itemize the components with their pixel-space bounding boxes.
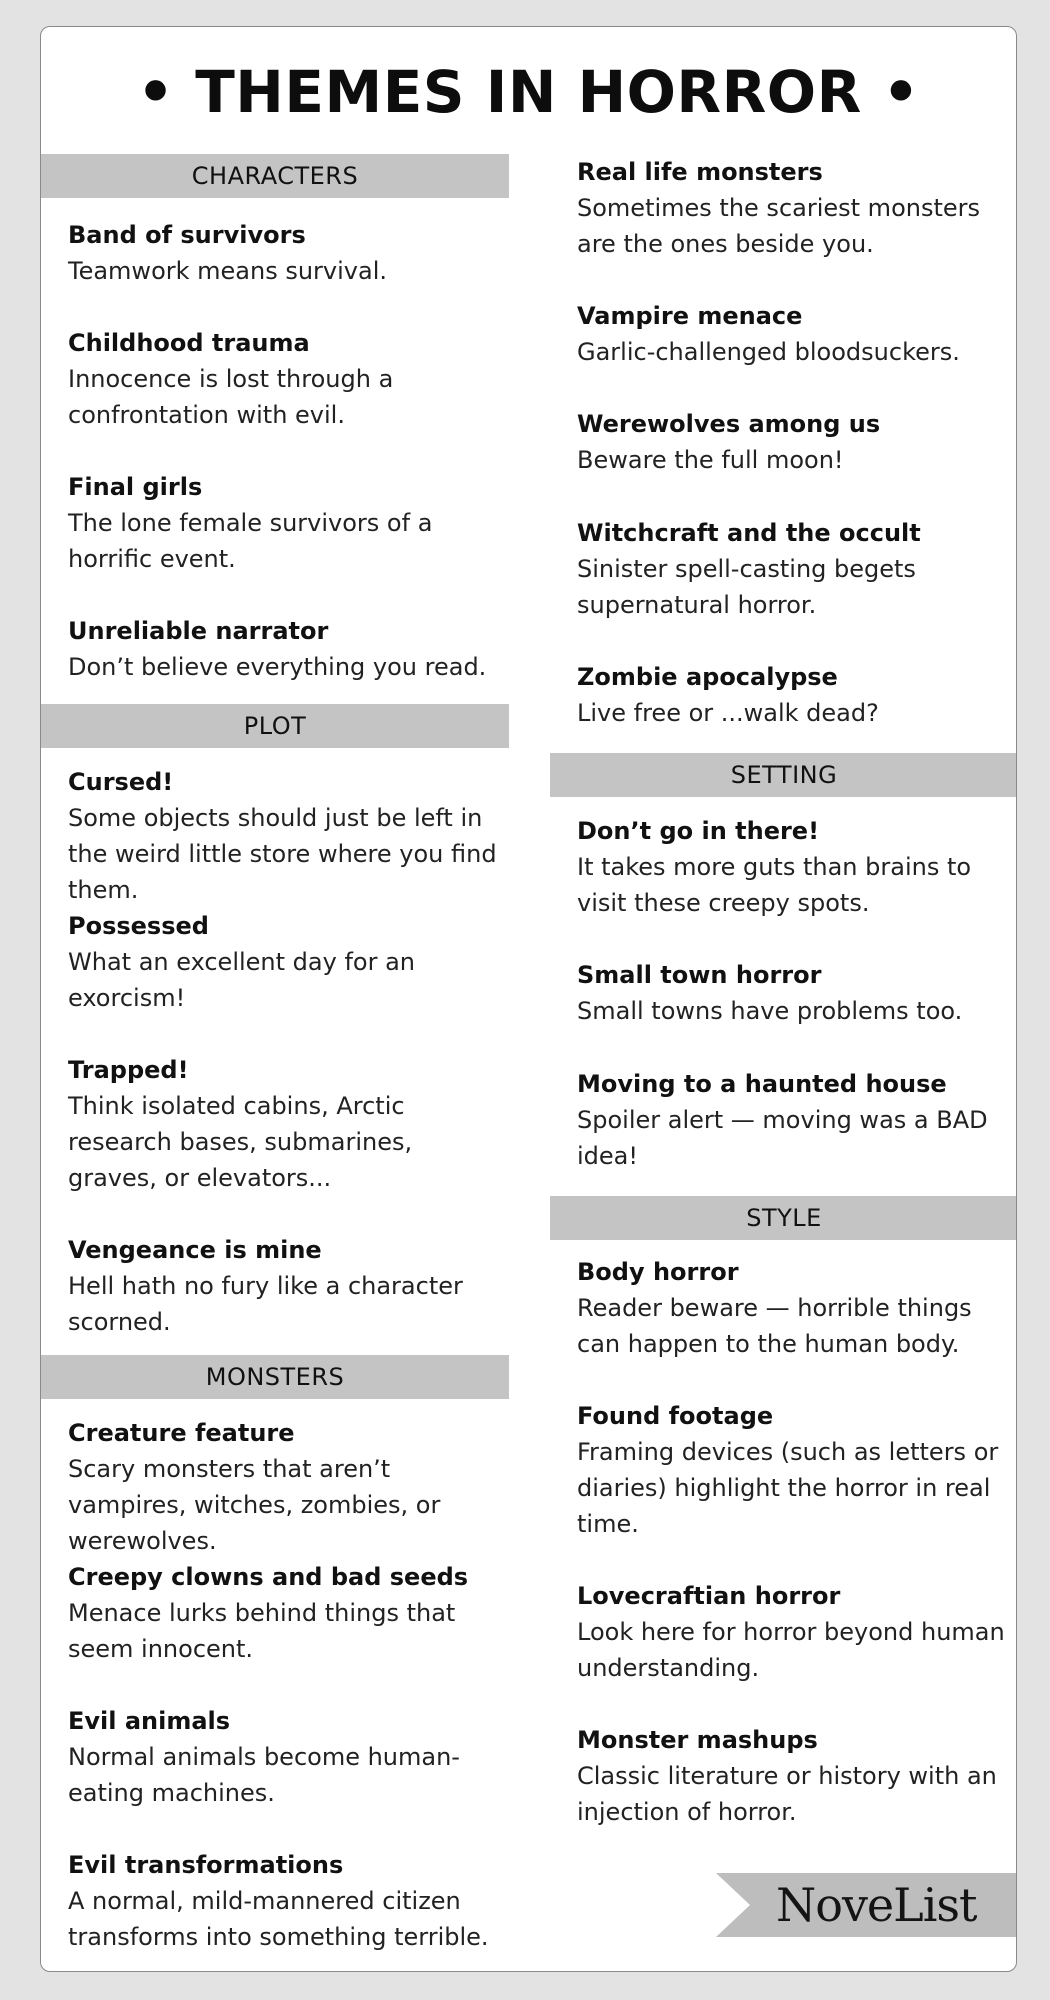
theme-item (68, 1559, 503, 1667)
theme-description: Scary monsters that aren’t vampires, witches, zombies, or werewolves. (68, 1455, 441, 1555)
theme-item (68, 1847, 503, 1955)
theme-description: Small towns have problems too. (577, 997, 963, 1025)
theme-item (68, 1415, 503, 1559)
theme-name: Werewolves among us (577, 410, 881, 438)
theme-item (68, 1232, 503, 1340)
theme-description: Beware the full moon! (577, 446, 844, 474)
theme-description: Sometimes the scariest monsters are the ones beside you. (577, 194, 981, 258)
theme-description: Classic literature or history with an injection of horror. (577, 1762, 997, 1826)
theme-item (577, 659, 1012, 731)
theme-description: A normal, mild-mannered citizen transforms into something terrible. (68, 1887, 489, 1951)
theme-item (68, 1052, 503, 1196)
logo-text: NoveList (776, 1878, 977, 1932)
theme-description: Sinister spell-casting begets supernatural horror. (577, 555, 916, 619)
theme-item (577, 813, 1012, 921)
theme-item (577, 154, 1012, 262)
theme-name: Vengeance is mine (68, 1236, 322, 1264)
theme-item (68, 764, 503, 908)
theme-name: Zombie apocalypse (577, 663, 838, 691)
theme-description: Don’t believe everything you read. (68, 653, 487, 681)
theme-description: Normal animals become human-eating machines. (68, 1743, 460, 1807)
theme-item (68, 908, 503, 1016)
theme-item (68, 613, 503, 685)
theme-item (68, 325, 503, 433)
section-header-setting: SETTING (550, 753, 1017, 797)
theme-item (577, 1254, 1012, 1362)
theme-name: Band of survivors (68, 221, 306, 249)
theme-description: Spoiler alert — moving was a BAD idea! (577, 1106, 988, 1170)
section-header-style: STYLE (550, 1196, 1017, 1240)
theme-name: Don’t go in there! (577, 817, 820, 845)
theme-description: Hell hath no fury like a character scorned. (68, 1272, 463, 1336)
theme-item (68, 217, 503, 289)
theme-name: Childhood trauma (68, 329, 310, 357)
theme-item (68, 469, 503, 577)
theme-item (577, 515, 1012, 623)
theme-name: Trapped! (68, 1056, 189, 1084)
theme-name: Small town horror (577, 961, 822, 989)
theme-name: Witchcraft and the occult (577, 519, 921, 547)
theme-description: Reader beware — horrible things can happen to the human body. (577, 1294, 972, 1358)
section-header-characters: CHARACTERS (41, 154, 509, 198)
theme-item (577, 406, 1012, 478)
theme-description: What an excellent day for an exorcism! (68, 948, 415, 1012)
theme-name: Cursed! (68, 768, 174, 796)
theme-name: Unreliable narrator (68, 617, 329, 645)
theme-item (577, 1722, 1012, 1830)
theme-name: Real life monsters (577, 158, 823, 186)
theme-name: Moving to a haunted house (577, 1070, 947, 1098)
theme-description: Framing devices (such as letters or diaries) highlight the horror in real time. (577, 1438, 999, 1538)
theme-name: Found footage (577, 1402, 774, 1430)
theme-name: Monster mashups (577, 1726, 818, 1754)
theme-description: Menace lurks behind things that seem innocent. (68, 1599, 456, 1663)
theme-description: Live free or ...walk dead? (577, 699, 879, 727)
theme-item (577, 957, 1012, 1029)
theme-item (577, 1398, 1012, 1542)
theme-name: Possessed (68, 912, 209, 940)
novelist-logo (716, 1873, 1016, 1937)
theme-name: Creature feature (68, 1419, 295, 1447)
section-header-plot: PLOT (41, 704, 509, 748)
theme-description: Garlic-challenged bloodsuckers. (577, 338, 960, 366)
theme-name: Evil transformations (68, 1851, 344, 1879)
theme-description: Look here for horror beyond human understanding. (577, 1618, 1005, 1682)
theme-description: Think isolated cabins, Arctic research bases, submarines, graves, or elevators... (68, 1092, 413, 1192)
section-header-monsters: MONSTERS (41, 1355, 509, 1399)
theme-description: It takes more guts than brains to visit these creepy spots. (577, 853, 972, 917)
theme-item (577, 1578, 1012, 1686)
theme-item (577, 298, 1012, 370)
theme-item (577, 1066, 1012, 1174)
theme-name: Body horror (577, 1258, 739, 1286)
page-title: • THEMES IN HORROR • (136, 58, 920, 126)
theme-name: Vampire menace (577, 302, 803, 330)
themes-card (40, 26, 1017, 1972)
theme-name: Creepy clowns and bad seeds (68, 1563, 469, 1591)
theme-item (68, 1703, 503, 1811)
theme-name: Lovecraftian horror (577, 1582, 841, 1610)
theme-description: Innocence is lost through a confrontation with evil. (68, 365, 394, 429)
theme-name: Evil animals (68, 1707, 231, 1735)
theme-description: Some objects should just be left in the weird little store where you find them. (68, 804, 497, 904)
theme-description: The lone female survivors of a horrific event. (68, 509, 433, 573)
theme-description: Teamwork means survival. (68, 257, 387, 285)
theme-name: Final girls (68, 473, 203, 501)
